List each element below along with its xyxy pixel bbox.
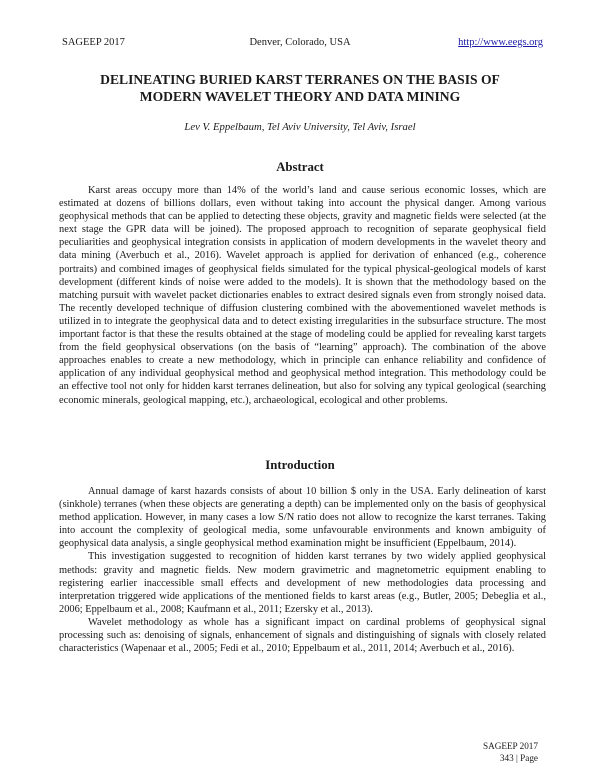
introduction-heading: Introduction <box>265 458 335 472</box>
intro-paragraph-1: Annual damage of karst hazards consists of about 10 billion $ only in the USA. Early delineation of karst (sinkhole) terranes (when these objects are generating a depth) can be implemented only on the basis of geophysical method application. However, in many cases a low S/N ratio does not allow to recognize the karst terranes. Taking into account the complexity of geological media, some unfavourable environments and known ambiguity of geophysical data analysis, a single geophysical method examination might be insufficient (Eppelbaum, 2014). <box>59 486 546 550</box>
header-conference: SAGEEP 2017 <box>62 37 125 48</box>
header-location: Denver, Colorado, USA <box>249 37 351 48</box>
abstract-heading: Abstract <box>276 160 324 174</box>
abstract-paragraph: Karst areas occupy more than 14% of the world’s land and cause serious economic losses, which are estimated at dozens of billions dollars, even without taking into account the physical danger. Among various geophysical methods that can be applied to detecting these objects, gravity and magnetic fields were selected (at the next stage the GPR data will be joined). The proposed approach to recognition of separate geophysical field peculiarities and geophysical integration consists in application of modern developments in the wavelet theory and data mining (Averbuch et al., 2016). Wavelet approach is applied for derivation of enhanced (e.g., coherence portraits) and combined images of geophysical fields simulated for the typical physical-geological models of karst development (different kinds of noise were added to the models). It is shown that the methodology based on the matching pursuit with wavelet packet dictionaries enables to extract desired signals even from strongly noised data. The recently developed technique of diffusion clustering combined with the abovementioned wavelet methods is utilized in to integrate the geophysical data and to detect existing irregularities in the subsurface structure. The most important factor is that these the results obtained at the stage of modeling could be applied for revealing karst targets from the field geophysical observations (on the basis of “learning” approach). The combination of the above approaches enables to create a new methodology, which in principle can enhance reliability and confidence of application of any individual geophysical method and geophysical method integration. This methodology could be an effective tool not only for hidden karst terranes delineation, but also for solving any typical geological (searching economic minerals, geological mapping, etc.), archaeological, ecological and other problems. <box>59 185 546 406</box>
authors: Lev V. Eppelbaum, Tel Aviv University, Tel Aviv, Israel <box>184 121 416 133</box>
paper-title <box>40 71 560 105</box>
abstract-body <box>59 184 546 407</box>
introduction-body <box>59 485 546 655</box>
title-line-2: MODERN WAVELET THEORY AND DATA MINING <box>139 89 461 104</box>
intro-paragraph-2: This investigation suggested to recognition of hidden karst terranes by two widely applied geophysical methods: gravity and magnetic fields. New modern gravimetric and magnetometric equipment enabling to registering earlier inaccessible small effects and development of new methodologies data processing and interpretation triggered wide applications of the mentioned fields to karst areas (e.g., Butler, 2005; Debeglia et al., 2006; Eppelbaum et al., 2008; Kaufmann et al., 2011; Ezersky et al., 2013). <box>59 551 546 615</box>
footer-conference: SAGEEP 2017 <box>482 741 538 751</box>
footer-page-number: 343 | Page <box>499 753 538 763</box>
intro-paragraph-3: Wavelet methodology as whole has a significant impact on cardinal problems of geophysical signal processing such as: denoising of signals, enhancement of signals and distinguishing of signals with closely related characteristics (Wapenaar et al., 2005; Fedi et al., 2010; Eppelbaum et al., 2011, 2014; Averbuch et al., 2016). <box>59 616 546 655</box>
header-url-link[interactable]: http://www.eegs.org <box>458 37 543 48</box>
title-line-1: DELINEATING BURIED KARST TERRANES ON THE BASIS OF <box>100 72 500 87</box>
